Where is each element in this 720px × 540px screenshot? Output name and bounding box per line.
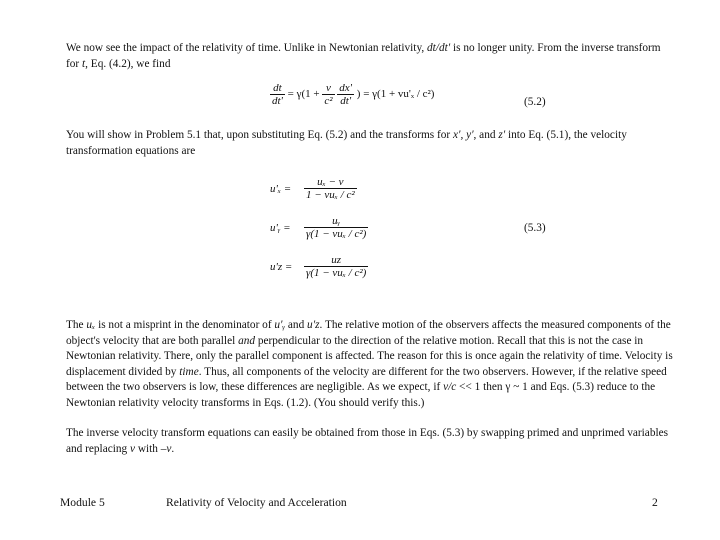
text: is no longer unity. From the inverse transform for <box>66 42 661 70</box>
equation-row-ux <box>270 176 357 201</box>
text-italic: z' <box>498 129 506 141</box>
numerator: uᵧ <box>304 215 368 228</box>
denominator: c² <box>324 95 333 107</box>
text: << 1 then γ ~ 1 and Eqs. (5.3) reduce to the Newtonian relativity velocity transforms in Eqs. (1.2). (You should verify this.) <box>66 381 656 409</box>
equation-number: (5.3) <box>524 222 546 234</box>
paragraph-inverse-transform <box>66 426 676 457</box>
text: The inverse velocity transform equations can easily be obtained from those in Eqs. (5.3) by swapping primed and unprimed variables and replacing <box>66 427 669 455</box>
footer-title: Relativity of Velocity and Acceleration <box>166 496 347 509</box>
equation-lhs: u'z = <box>270 260 293 273</box>
text-italic: u'z <box>307 319 320 331</box>
equation-row-uy <box>270 215 368 240</box>
denominator: 1 − vuₓ / c² <box>306 189 355 201</box>
equation-lhs: u'ₓ = <box>270 182 292 195</box>
text-italic: uₓ <box>86 319 96 331</box>
text: perpendicular to the direction of the relative motion. Recall that this is not the case in Newtonian relativity. There, only the parallel component is affected. The reason for this is once again the relativity of time. Velocity is displacement divided by <box>66 334 673 378</box>
text-italic: time <box>179 365 199 378</box>
fraction <box>304 176 357 201</box>
equation-text: = γ(1 + <box>287 88 323 101</box>
text-italic: u'ᵧ <box>274 319 286 331</box>
fraction <box>304 254 368 279</box>
footer-page-number: 2 <box>652 496 658 509</box>
text-italic: v <box>130 442 136 455</box>
paragraph-discussion <box>66 318 676 412</box>
text: . Thus, all components of the velocity are different for the two observers. However, if the relative speed between the two observers is low, these differences are negligible. As we expect, if <box>66 365 667 394</box>
text: into Eq. (5.1), the velocity transformation equations are <box>66 129 627 157</box>
fraction-dx-dt <box>337 82 354 107</box>
text: with <box>135 442 161 455</box>
text: . <box>171 442 175 455</box>
numerator: dt <box>270 82 285 95</box>
text: , and <box>473 129 499 141</box>
equation-5-2 <box>270 82 434 107</box>
equation-row-uz <box>270 254 368 279</box>
text-italic: and <box>238 334 256 347</box>
fraction-v-c2 <box>322 82 334 107</box>
numerator: uz <box>304 254 368 267</box>
paragraph-velocity-intro <box>66 128 676 159</box>
text-italic: t <box>82 57 86 70</box>
equation-number: (5.2) <box>524 96 546 108</box>
text: is not a misprint in the denominator of <box>95 319 275 331</box>
numerator: dx' <box>339 82 353 94</box>
fraction-dt-dtprime <box>270 82 285 107</box>
denominator: γ(1 − vuₓ / c²) <box>306 228 367 240</box>
text: The <box>66 319 87 331</box>
numerator: v <box>322 82 334 95</box>
text-italic: v/c <box>443 381 457 394</box>
denominator: dt' <box>272 95 283 107</box>
text: , Eq. (4.2), we find <box>85 57 171 70</box>
equation-lhs: u'ᵧ = <box>270 221 291 234</box>
text: We now see the impact of the relativity of time. Unlike in Newtonian relativity, <box>66 42 428 54</box>
text: . The relative motion of the observers affects the measured components of the object's velocity that are both parallel <box>66 319 671 347</box>
denominator: γ(1 − vuₓ / c²) <box>306 267 367 279</box>
text-italic: x', y' <box>453 129 474 141</box>
equation-text: ) = γ(1 + vu'ₓ / c²) <box>356 88 435 101</box>
fraction <box>304 215 368 240</box>
paragraph-time-impact <box>66 41 676 72</box>
text: and <box>285 319 308 331</box>
denominator: dt' <box>340 95 352 107</box>
text-italic: dt/dt' <box>427 42 451 54</box>
numerator: uₓ − v <box>304 176 357 189</box>
text-italic: –v <box>160 442 172 455</box>
footer-module: Module 5 <box>60 496 105 509</box>
text: You will show in Problem 5.1 that, upon substituting Eq. (5.2) and the transforms for <box>66 129 454 141</box>
